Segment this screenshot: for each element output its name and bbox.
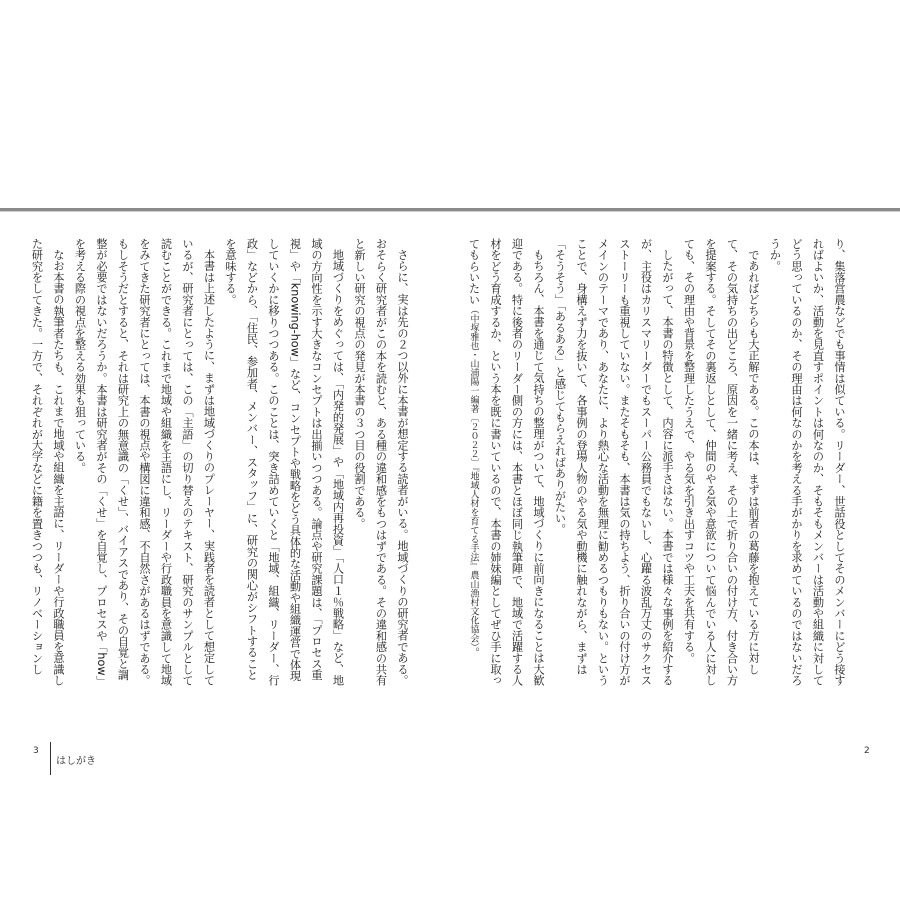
citation: （中塚雅也・山浦陽一編著〔２０２２〕『地域人材を育てる手法』農山漁村文化協会）: [468, 305, 479, 648]
paragraph: さらに、実は先の２つ以外に本書が想定する読者がいる。地域づくりの研究者である。おそらく研究者がこの本を読むと、ある種の違和感をもつはずである。その違和感の共有と新しい研究の視点の発見が本書の３つ目の役割である。: [353, 238, 409, 686]
right-page-body: [467, 238, 850, 688]
top-rule-shadow: [0, 211, 900, 212]
paragraph: なお本書の執筆者たちも、これまで地域や組織を主語に、リーダーや行政職員を意識した研究をしてきた。一方で、それぞれが大学などに籍を置きつつも、リノベーションし: [30, 238, 65, 686]
page-number-left: 3: [33, 746, 39, 756]
closing-mark: 。: [467, 647, 481, 659]
running-head: はしがき: [56, 756, 96, 767]
paragraph: 本書は上述したように、まずは地域づくりのプレーヤー、実践者を読者として想定しているが、研究者にとっては、この「主語」の切り替えのテキスト、研究のサンプルとして読むことができる。これまで地域や組織を主語にし、リーダーや行政職員を意識して地域をみてきた研究者にとっては、本書の視点や構図に違和感、不自然さがあるはずである。もしそうだとすると、それは研究上の無意識の「くせ」、バイアスであり、その自覚と調整が必要ではないだろうか。本書は研究者がその「くせ」を自覚し、プロセスや「how」を考える際の視点を整える効果も狙っている。: [73, 238, 216, 687]
paragraph-text: もちろん、本書を通じて気持ちの整理がついて、地域づくりに前向きになることは大歓迎である。特に後者のリーダー側の方には、本書とほぼ同じ執筆陣で、地域で活躍する人材をどう育成するか、という本を既に書いているので、本書の姉妹編としてぜひ手に取ってもらいたい: [467, 238, 545, 686]
left-page-body: [30, 238, 413, 688]
paragraph: であればどちらも大正解である。この本は、まずは前者の葛藤を抱えている方に対して、その気持ちの出どころ、原因を一緒に考え、その上で折り合いの付け方、付き合い方を提案する。そしてその裏返しとして、仲間のやる気や意欲について悩んでいる人に対しても、その理由や背景を整理したうえで、やる気を引き出すコツや工夫を共有する。: [682, 238, 760, 686]
paragraph: したがって、本書の特徴として、内容に派手さはない。本書では様々な事例を紹介するが、主役はカリスマリーダーでもスーパー公務員でもないし、心躍る波乱万丈のサクセスストーリーも重視していない。またそもそも、本書は気の持ちよう、折り合いの付け方がメインのテーマであり、あなたに、より熱心な活動を無理に勧めるつもりもない。ということで、身構えず力を抜いて、各事例の登場人物のやる気や動機に触れながら、まずは「そうそう」「あるある」と感じてもらえればありがたい。: [553, 238, 674, 686]
running-head-rule: [50, 742, 51, 775]
paragraph-with-citation: [462, 238, 549, 688]
paragraph: り、集落営農などでも事情は似ている。リーダー、世話役としてそのメンバーにどう接すればよいか、活動を見直すポイントは何なのか、そもそもメンバーは活動や組織に対してどう思っているのか、その理由は何なのかを考える手がかりを求めているのではないだろうか。: [768, 238, 846, 686]
paragraph: 地域づくりをめぐっては、「内発的発展」や「地域内再投資」「人口１％戦略」など、地域の方向性を示す大きなコンセプトは出揃いつつある。論点や研究課題は、「プロセス重視」や「knowing-how」など、コンセプトや戦略をどう具体的な活動や組織運営で体現していくかに移りつつある。このことは、突き詰めていくと「地域、組織、リーダー、行政」などから、「住民、参加者、メンバー、スタッフ」に、研究の関心がシフトすることを意味する。: [224, 238, 345, 686]
page-number-right: 2: [864, 746, 870, 756]
